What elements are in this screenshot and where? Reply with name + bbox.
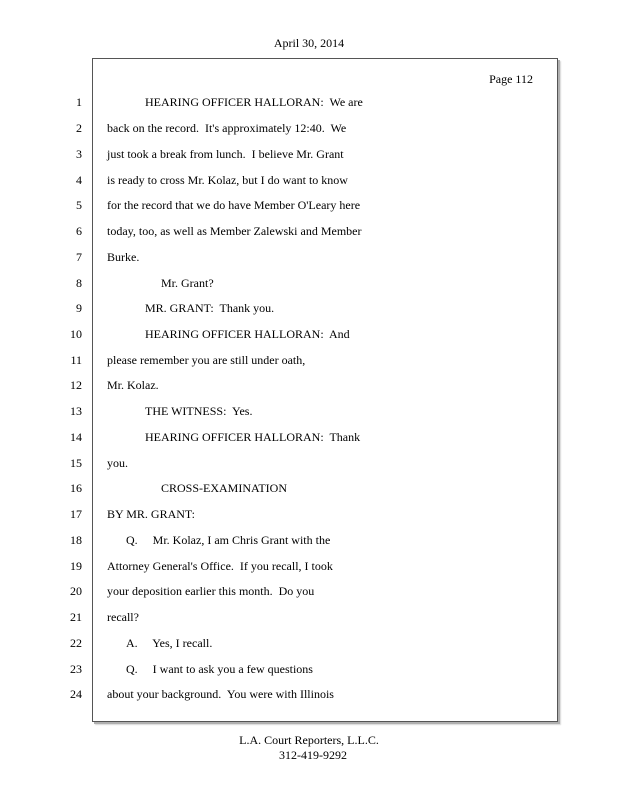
header-date: April 30, 2014 [273,36,345,50]
line-text: back on the record. It's approximately 12:40. We [107,121,347,135]
line-number: 8 [76,276,82,290]
line-number: 19 [70,559,82,573]
line-text: Q. Mr. Kolaz, I am Chris Grant with the [126,533,331,547]
line-number: 15 [70,456,82,470]
line-number: 24 [70,687,82,701]
line-number: 2 [76,121,82,135]
line-text: today, too, as well as Member Zalewski and Member [107,224,362,238]
line-text: THE WITNESS: Yes. [145,404,253,418]
line-number: 21 [70,610,82,624]
line-text: please remember you are still under oath, [107,353,306,367]
line-text: Burke. [107,250,140,264]
line-number: 20 [70,584,82,598]
line-text: your deposition earlier this month. Do you [107,584,315,598]
line-number: 14 [70,430,82,444]
footer-phone: 312-419-9292 [279,748,347,762]
line-text: recall? [107,610,139,624]
line-text: A. Yes, I recall. [126,636,213,650]
line-number: 7 [76,250,82,264]
line-number: 13 [70,404,82,418]
line-number: 6 [76,224,82,238]
line-number: 10 [70,327,82,341]
line-text: Attorney General's Office. If you recall, I took [107,559,333,573]
line-number: 5 [76,198,82,212]
line-text: Mr. Grant? [161,276,214,290]
line-text: for the record that we do have Member O'Leary here [107,198,361,212]
line-number: 18 [70,533,82,547]
line-text: HEARING OFFICER HALLORAN: And [145,327,350,341]
footer-company: L.A. Court Reporters, L.L.C. [239,733,379,747]
line-text: MR. GRANT: Thank you. [145,301,275,315]
line-number: 16 [70,481,82,495]
line-text: just took a break from lunch. I believe Mr. Grant [107,147,344,161]
line-number: 3 [76,147,82,161]
line-text: is ready to cross Mr. Kolaz, but I do want to know [107,173,348,187]
line-number: 23 [70,662,82,676]
page-number: Page 112 [489,72,533,86]
line-number: 4 [76,173,82,187]
line-text: HEARING OFFICER HALLORAN: We are [145,95,363,109]
line-text: about your background. You were with Illinois [107,687,334,701]
line-text: BY MR. GRANT: [107,507,195,521]
line-number: 12 [70,378,82,392]
line-text: Mr. Kolaz. [107,378,159,392]
line-number: 9 [76,301,82,315]
line-number: 11 [70,353,82,367]
section-heading: CROSS-EXAMINATION [161,481,288,495]
line-number: 1 [76,95,82,109]
line-text: Q. I want to ask you a few questions [126,662,313,676]
line-text: HEARING OFFICER HALLORAN: Thank [145,430,361,444]
line-number: 22 [70,636,82,650]
line-number: 17 [70,507,82,521]
line-text: you. [107,456,128,470]
